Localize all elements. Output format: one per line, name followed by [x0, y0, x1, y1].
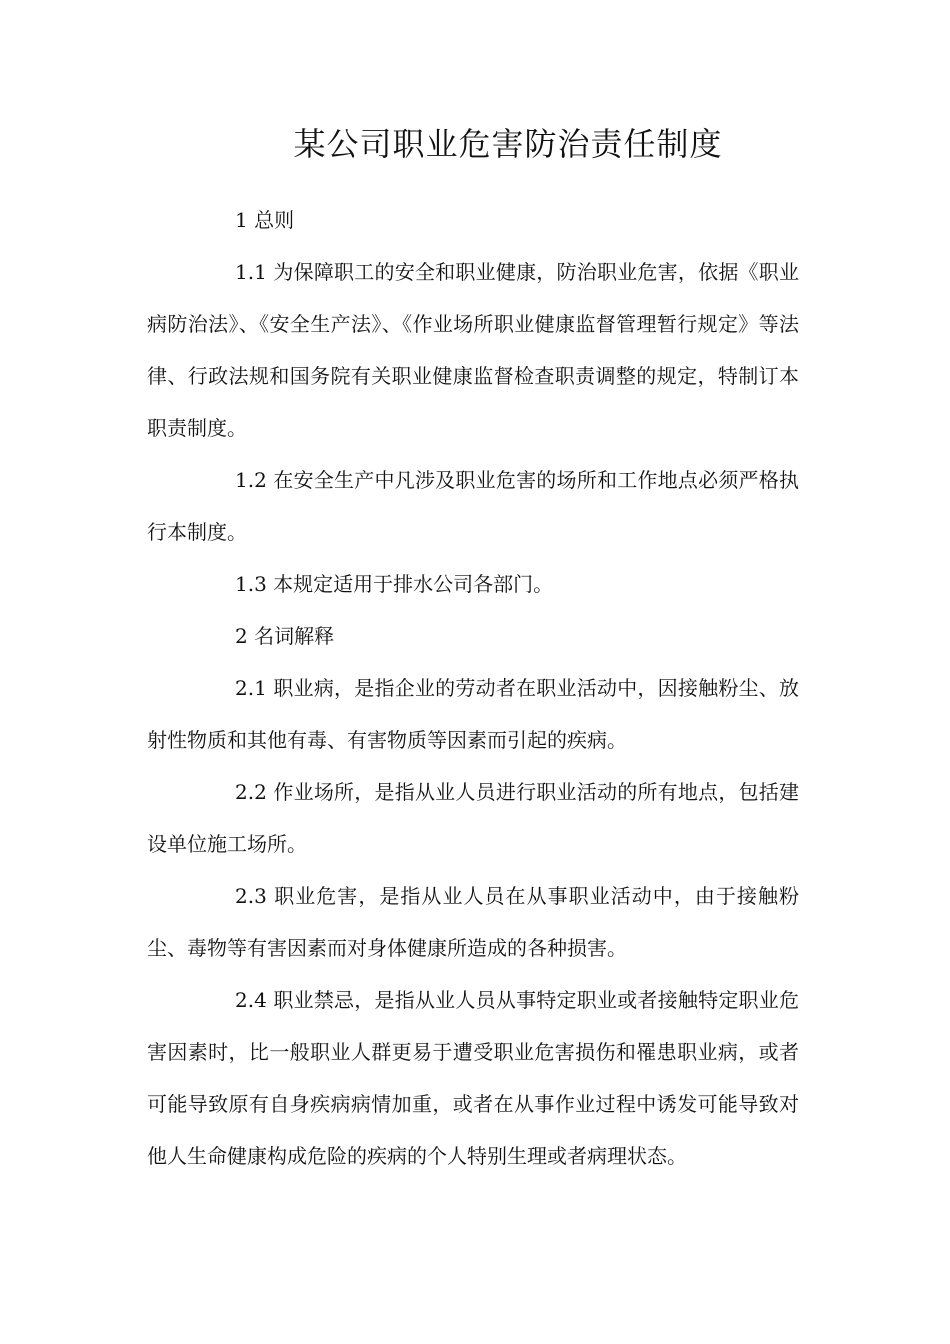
paragraph-1-3: 1.3 本规定适用于排水公司各部门。	[235, 572, 554, 596]
paragraph-2-2: 2.2 作业场所，是指从业人员进行职业活动的所有地点，包括建设单位施工场所。	[147, 780, 799, 856]
section-heading-general: 1 总则	[235, 208, 295, 232]
paragraph-2-3: 2.3 职业危害，是指从业人员在从事职业活动中，由于接触粉尘、毒物等有害因素而对身体健康所造成的各种损害。	[147, 884, 799, 960]
paragraph-1-1: 1.1 为保障职工的安全和职业健康，防治职业危害，依据《职业病防治法》、《安全生产法》、《作业场所职业健康监督管理暂行规定》等法律、行政法规和国务院有关职业健康监督检查职责调整的规定，特制订本职责制度。	[147, 260, 799, 440]
paragraph-1-2: 1.2 在安全生产中凡涉及职业危害的场所和工作地点必须严格执行本制度。	[147, 468, 799, 544]
paragraph-2-4: 2.4 职业禁忌，是指从业人员从事特定职业或者接触特定职业危害因素时，比一般职业人群更易于遭受职业危害损伤和罹患职业病，或者可能导致原有自身疾病病情加重，或者在从事作业过程中诱发可能导致对他人生命健康构成危险的疾病的个人特别生理或者病理状态。	[147, 988, 799, 1168]
section-heading-definitions: 2 名词解释	[235, 624, 335, 648]
paragraph-2-1: 2.1 职业病，是指企业的劳动者在职业活动中，因接触粉尘、放射性物质和其他有毒、有害物质等因素而引起的疾病。	[147, 676, 799, 752]
document-body	[147, 194, 799, 1182]
document-title: 某公司职业危害防治责任制度	[293, 125, 723, 163]
